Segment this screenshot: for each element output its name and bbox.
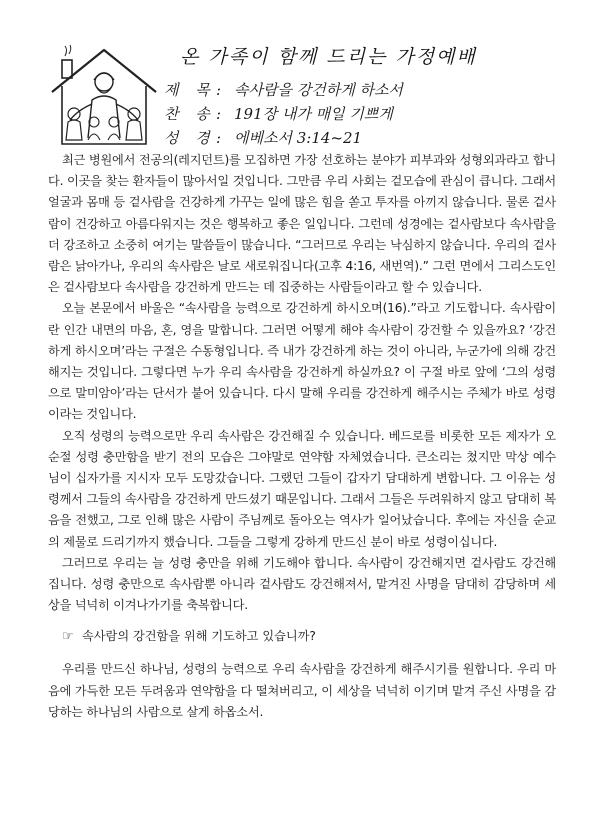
sermon-body xyxy=(48,150,556,723)
page-title: 온 가족이 함께 드리는 가정예배 xyxy=(180,46,477,68)
info-value: 191장 내가 매일 기쁘게 xyxy=(234,105,393,123)
pointing-hand-icon: ☞ xyxy=(62,629,74,645)
info-row-scripture: 성 경: 에베소서 3:14~21 xyxy=(164,126,564,150)
info-label: 성 경 xyxy=(164,129,216,147)
sermon-paragraph: 그러므로 우리는 늘 성령 충만을 위해 기도해야 합니다. 속사람이 강건해지면 겉사람도 강건해집니다. 성령 충만으로 속사람뿐 아니라 겉사람도 강건해져서, 맡겨진 사명을 담대히 감당하며 세상을 넉넉히 이겨나가기를 축복합니다. xyxy=(48,555,556,613)
info-value: 속사람을 강건하게 하소서 xyxy=(234,81,403,99)
reflection-question xyxy=(62,626,556,647)
info-value: 에베소서 3:14~21 xyxy=(234,129,363,147)
info-row-subject: 제 목: 속사람을 강건하게 하소서 xyxy=(164,78,564,102)
sermon-paragraph: 최근 병원에서 전공의(레지던트)를 모집하면 가장 선호하는 분야가 피부과와 성형외과라고 합니다. 이곳을 찾는 환자들이 많아서일 것입니다. 그만큼 우리 사회는 겉모습에 관심이 큽니다. 그래서 얼굴과 몸매 등 겉사람을 건강하게 가꾸는 일에 많은 힘을 쏟고 투자를 아끼지 않습니다. 물론 겉사람이 건강하고 아름다워지는 것은 행복하고 좋은 일입니다. 그런데 성경에는 겉사람보다 속사람을 더 강조하고 소중히 여기는 말씀들이 많습니다. “그러므로 우리는 낙심하지 않습니다. 우리의 겉사람은 낡아가나, 우리의 속사람은 날로 새로워집니다(고후 4:16, 새번역).” 그런 면에서 그리스도인은 겉사람보다 속사람을 강건하게 만드는 데 집중하는 사람들이라고 할 수 있습니다. xyxy=(48,153,556,295)
header xyxy=(48,40,568,150)
closing-prayer: 우리를 만드신 하나님, 성령의 능력으로 우리 속사람을 강건하게 해주시기를 원합니다. 우리 마음에 가득한 모든 두려움과 연약함을 다 떨쳐버리고, 이 세상을 넉넉히 이기며 맡겨 주신 사명을 감당하는 하나님의 사람으로 살게 하옵소서. xyxy=(48,662,556,719)
info-label: 제 목 xyxy=(164,81,216,99)
info-row-hymn: 찬 송: 191장 내가 매일 기쁘게 xyxy=(164,102,564,126)
question-text: 속사람의 강건함을 위해 기도하고 있습니까? xyxy=(82,629,316,644)
sermon-paragraph: 오직 성령의 능력으로만 우리 속사람은 강건해질 수 있습니다. 베드로를 비롯한 모든 제자가 오순절 성령 충만함을 받기 전의 모습은 그야말로 연약함 자체였습니다. 큰소리는 쳤지만 막상 예수님이 십자가를 지시자 모두 도망갔습니다. 그랬던 그들이 갑자기 담대하게 변합니다. 그 이유는 성령께서 그들의 속사람을 강건하게 만드셨기 때문입니다. 그래서 그들은 두려워하지 않고 담대히 복음을 전했고, 그로 인해 많은 사람이 주님께로 돌아오는 역사가 일어났습니다. 후에는 자신을 순교의 제물로 드리기까지 했습니다. 그들을 그렇게 강하게 만드신 분이 바로 성령이십니다. xyxy=(48,428,556,549)
family-house-illustration xyxy=(48,42,160,150)
sermon-paragraph: 오늘 본문에서 바울은 “속사람을 능력으로 강건하게 하시오며(16).”라고 기도합니다. 속사람이란 인간 내면의 마음, 혼, 영을 말합니다. 그러면 어떻게 해야 속사람이 강건할 수 있을까요? ‘강건하게 하시오며’라는 구절은 수동형입니다. 즉 내가 강건하게 하는 것이 아니라, 누군가에 의해 강건해지는 것입니다. 그렇다면 누가 우리 속사람을 강건하게 하실까요? 이 구절 바로 앞에 ‘그의 성령으로 말미암아’라는 단서가 붙어 있습니다. 다시 말해 우리를 강건하게 해주시는 주체가 바로 성령이라는 것입니다. xyxy=(48,301,556,422)
service-info xyxy=(164,78,564,150)
info-label: 찬 송 xyxy=(164,105,216,123)
